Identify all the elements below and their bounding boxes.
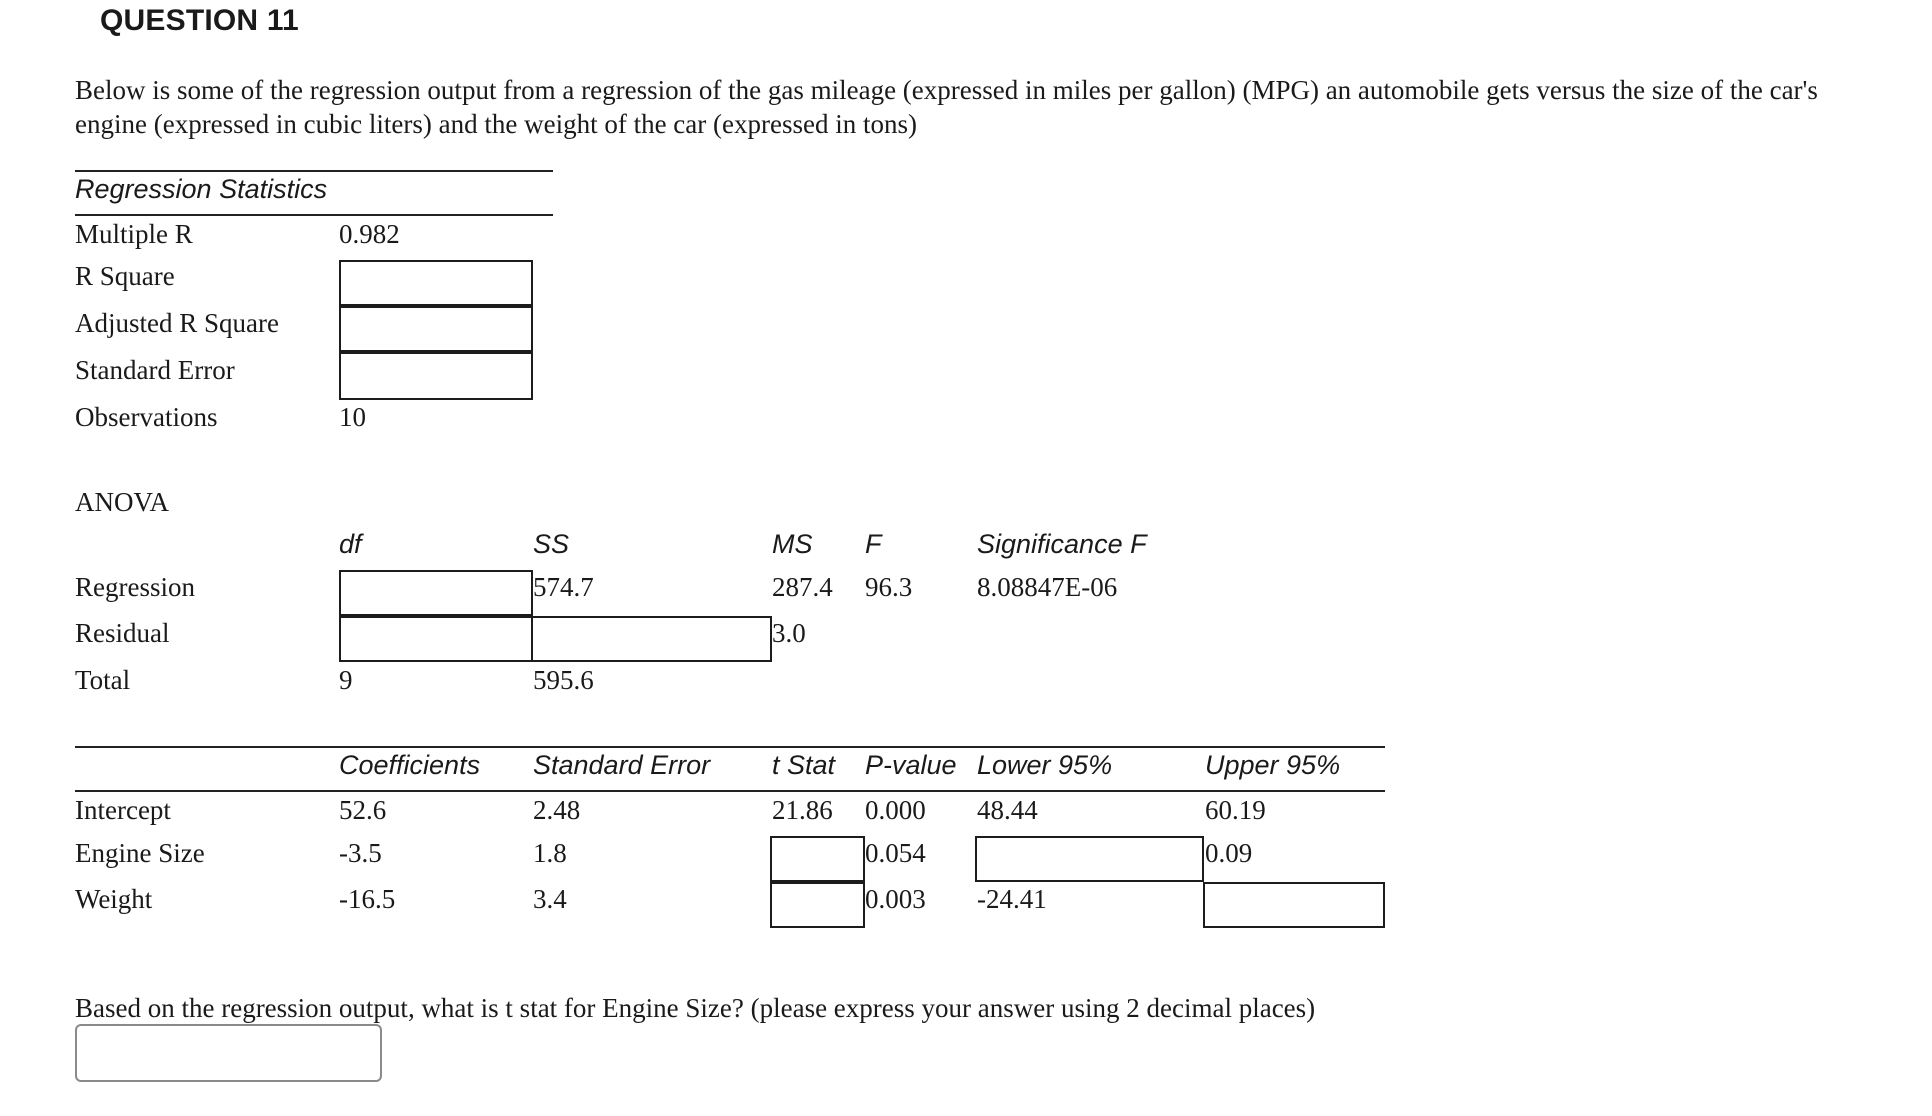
intercept-standard-error: 2.48	[533, 795, 581, 825]
engine-size-t-stat-input[interactable]	[770, 836, 865, 882]
anova-total-df: 9	[339, 665, 353, 695]
question-ask: Based on the regression output, what is t stat for Engine Size? (please express your answer using 2 decimal places)	[75, 993, 1316, 1023]
weight-t-stat-input[interactable]	[770, 882, 865, 928]
anova-header-f: F	[865, 529, 882, 559]
rs-label-multiple-r: Multiple R	[75, 219, 193, 249]
intercept-t-stat: 21.86	[772, 795, 833, 825]
engine-size-upper-95: 0.09	[1205, 838, 1253, 868]
anova-regression-f: 96.3	[865, 572, 913, 602]
anova-header-significance-f: Significance F	[977, 529, 1147, 559]
rs-title: Regression Statistics	[75, 174, 328, 204]
anova-residual-ms: 3.0	[772, 618, 806, 648]
coef-header-rule	[75, 790, 1385, 792]
coef-label-intercept: Intercept	[75, 795, 171, 825]
regression-df-input[interactable]	[339, 570, 533, 616]
engine-size-coefficient: -3.5	[339, 838, 382, 868]
rs-label-adjusted-r-square: Adjusted R Square	[75, 308, 279, 338]
rs-label-r-square: R Square	[75, 261, 175, 291]
anova-label-residual: Residual	[75, 618, 170, 648]
weight-lower-95: -24.41	[977, 884, 1047, 914]
answer-input[interactable]	[75, 1024, 382, 1082]
coef-label-engine-size: Engine Size	[75, 838, 205, 868]
rs-value-observations: 10	[339, 402, 366, 432]
anova-label-regression: Regression	[75, 572, 195, 602]
anova-regression-ms: 287.4	[772, 572, 833, 602]
anova-header-df: df	[339, 529, 362, 559]
weight-standard-error: 3.4	[533, 884, 567, 914]
intercept-upper-95: 60.19	[1205, 795, 1266, 825]
coef-header-standard-error: Standard Error	[533, 750, 711, 780]
engine-size-p-value: 0.054	[865, 838, 926, 868]
coef-header-coefficients: Coefficients	[339, 750, 481, 780]
coef-header-upper-95: Upper 95%	[1205, 750, 1341, 780]
rs-label-standard-error: Standard Error	[75, 355, 235, 385]
coef-header-p-value: P-value	[865, 750, 957, 780]
rs-value-multiple-r: 0.982	[339, 219, 400, 249]
coef-label-weight: Weight	[75, 884, 153, 914]
anova-total-ss: 595.6	[533, 665, 594, 695]
rs-header-rule	[75, 214, 553, 216]
r-square-input[interactable]	[339, 260, 533, 306]
intercept-coefficient: 52.6	[339, 795, 387, 825]
weight-upper-95-input[interactable]	[1203, 882, 1385, 928]
anova-regression-ss: 574.7	[533, 572, 594, 602]
intercept-lower-95: 48.44	[977, 795, 1038, 825]
question-prompt: Below is some of the regression output from a regression of the gas mileage (expressed in miles per gallon) (MPG) an automobile gets versus the size of the car's engine (expressed in cubic liters) and the weight of the car (expressed in tons)	[75, 75, 1818, 139]
anova-title: ANOVA	[75, 487, 170, 517]
residual-ss-input[interactable]	[531, 616, 772, 662]
engine-size-standard-error: 1.8	[533, 838, 567, 868]
intercept-p-value: 0.000	[865, 795, 926, 825]
anova-header-ms: MS	[772, 529, 813, 559]
weight-p-value: 0.003	[865, 884, 926, 914]
coef-top-rule	[75, 746, 1385, 748]
anova-header-ss: SS	[533, 529, 570, 559]
engine-size-lower-95-input[interactable]	[975, 836, 1204, 882]
coef-header-lower-95: Lower 95%	[977, 750, 1113, 780]
weight-coefficient: -16.5	[339, 884, 396, 914]
residual-df-input[interactable]	[339, 616, 533, 662]
question-title: QUESTION 11	[100, 4, 299, 37]
anova-label-total: Total	[75, 665, 131, 695]
coef-header-t-stat: t Stat	[772, 750, 836, 780]
adjusted-r-square-input[interactable]	[339, 306, 533, 352]
rs-label-observations: Observations	[75, 402, 218, 432]
anova-regression-significance-f: 8.08847E-06	[977, 572, 1118, 602]
standard-error-input[interactable]	[339, 352, 533, 400]
